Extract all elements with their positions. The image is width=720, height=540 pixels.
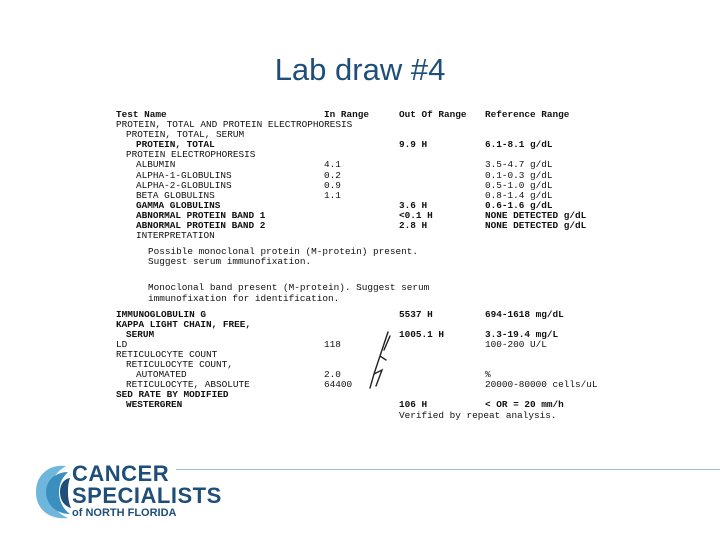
test-name-cell: ALPHA-1-GLOBULINS: [136, 169, 232, 181]
out-of-range-cell: <0.1 H: [399, 209, 433, 221]
test-name-cell: PROTEIN, TOTAL AND PROTEIN ELECTROPHORESIS: [116, 119, 353, 131]
test-name-cell: LD: [116, 338, 128, 350]
out-of-range-cell: Verified by repeat analysis.: [399, 409, 557, 421]
test-name-cell: PROTEIN ELECTROPHORESIS: [126, 149, 256, 161]
test-name-cell: WESTERGREN: [126, 399, 183, 411]
reference-range-cell: %: [485, 369, 491, 381]
test-name-cell: KAPPA LIGHT CHAIN, FREE,: [116, 318, 252, 330]
reference-range-cell: 0.1-0.3 g/dL: [485, 169, 553, 181]
in-range-cell: 1.1: [324, 189, 341, 201]
reference-range-cell: 694-1618 mg/dL: [485, 308, 564, 320]
logo-line-specialists: SPECIALISTS: [72, 483, 222, 508]
test-name-cell: GAMMA GLOBULINS: [136, 199, 221, 211]
reference-range-cell: < OR = 20 mm/h: [485, 399, 564, 411]
test-name-cell: ALBUMIN: [136, 159, 176, 171]
test-name-cell: SED RATE BY MODIFIED: [116, 389, 229, 401]
reference-range-cell: 0.6-1.6 g/dL: [485, 199, 553, 211]
reference-range-cell: NONE DETECTED g/dL: [485, 209, 587, 221]
in-range-cell: 0.9: [324, 179, 341, 191]
logo-wordmark: [72, 463, 222, 519]
test-name-cell: RETICULOCYTE COUNT: [116, 348, 218, 360]
reference-range-cell: 100-200 U/L: [485, 338, 547, 350]
slide-title: Lab draw #4: [274, 52, 446, 87]
out-of-range-cell: 3.6 H: [399, 199, 428, 211]
test-name-cell: ABNORMAL PROTEIN BAND 2: [136, 220, 266, 232]
column-header-out-of-range: Out Of Range: [399, 109, 467, 120]
out-of-range-cell: 5537 H: [399, 308, 433, 320]
column-header-reference-range: Reference Range: [485, 109, 570, 120]
reference-range-cell: 20000-80000 cells/uL: [485, 379, 598, 391]
test-name-cell: SERUM: [126, 328, 155, 340]
result-rows-group-1: [116, 120, 616, 241]
handwritten-mark-icon: [366, 330, 396, 392]
spacer: [116, 267, 616, 275]
test-name-cell: IMMUNOGLOBULIN G: [116, 308, 207, 320]
in-range-cell: 2.0: [324, 369, 341, 381]
test-name-cell: AUTOMATED: [136, 369, 187, 381]
interpretation-line: Monoclonal band present (M-protein). Suggest serum: [148, 282, 430, 294]
reference-range-cell: NONE DETECTED g/dL: [485, 220, 587, 232]
interpretation-line: immunofixation for identification.: [148, 292, 340, 304]
interpretation-line: Suggest serum immunofixation.: [148, 256, 312, 268]
test-name-cell: RETICULOCYTE COUNT,: [126, 359, 233, 371]
table-row: [116, 411, 616, 421]
test-name-cell: PROTEIN, TOTAL, SERUM: [126, 129, 245, 141]
out-of-range-cell: 9.9 H: [399, 139, 428, 151]
test-name-cell: ALPHA-2-GLOBULINS: [136, 179, 232, 191]
out-of-range-cell: 106 H: [399, 399, 428, 411]
out-of-range-cell: 2.8 H: [399, 220, 428, 232]
interpretation-line: Possible monoclonal protein (M-protein) present.: [148, 246, 419, 258]
test-name-cell: BETA GLOBULINS: [136, 189, 215, 201]
test-name-cell: INTERPRETATION: [136, 230, 215, 242]
reference-range-cell: 0.8-1.4 g/dL: [485, 189, 553, 201]
in-range-cell: 4.1: [324, 159, 341, 171]
in-range-cell: 118: [324, 338, 341, 350]
out-of-range-cell: 1005.1 H: [399, 328, 445, 340]
reference-range-cell: 6.1-8.1 g/dL: [485, 139, 553, 151]
reference-range-cell: 3.3-19.4 mg/L: [485, 328, 559, 340]
logo-line-cancer: CANCER: [72, 461, 170, 486]
reference-range-cell: 3.5-4.7 g/dL: [485, 159, 553, 171]
test-name-cell: PROTEIN, TOTAL: [136, 139, 215, 151]
test-name-cell: ABNORMAL PROTEIN BAND 1: [136, 209, 266, 221]
column-header-in-range: In Range: [324, 109, 370, 120]
table-row: [116, 231, 616, 241]
reference-range-cell: 0.5-1.0 g/dL: [485, 179, 553, 191]
in-range-cell: 0.2: [324, 169, 341, 181]
logo-line-north-florida: of NORTH FLORIDA: [72, 507, 177, 519]
test-name-cell: RETICULOCYTE, ABSOLUTE: [126, 379, 250, 391]
column-header-test-name: Test Name: [116, 109, 167, 120]
footer-divider: [176, 469, 720, 470]
in-range-cell: 64400: [324, 379, 353, 391]
